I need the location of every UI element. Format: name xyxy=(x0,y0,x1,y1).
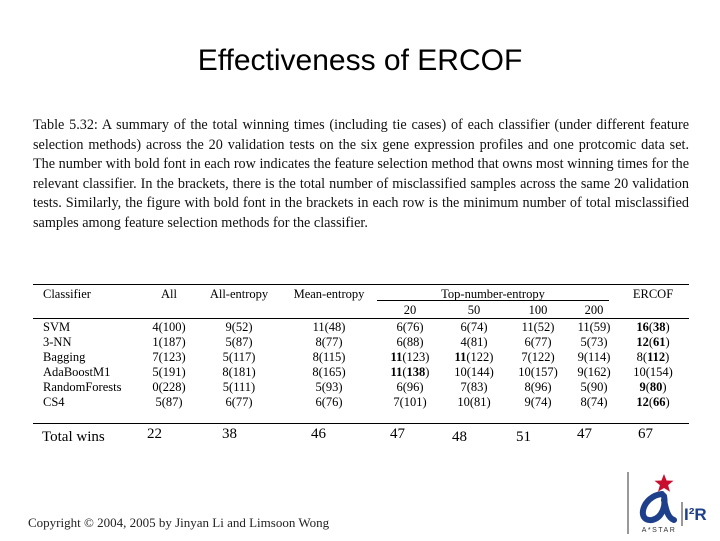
logo-wordmark: A*STAR xyxy=(641,527,677,534)
table-cell: 7(123) xyxy=(152,350,186,364)
slide-title: Effectiveness of ERCOF xyxy=(197,44,523,77)
table-cell: 9(114) xyxy=(577,350,611,364)
table-cell: 7(122) xyxy=(521,350,555,364)
header-all: All xyxy=(161,287,177,301)
header-all-entropy: All-entropy xyxy=(209,287,269,301)
table-cell: 5(93) xyxy=(315,380,343,394)
row-classifier-name: RandomForests xyxy=(43,380,122,394)
header-top-number-entropy: Top-number-entropy xyxy=(441,287,545,301)
table-cell: 5(111) xyxy=(222,380,256,394)
subheader-50: 50 xyxy=(467,303,481,317)
copyright-notice: Copyright © 2004, 2005 by Jinyan Li and Limsoon Wong xyxy=(28,515,330,530)
row-classifier-name: SVM xyxy=(43,320,71,334)
astar-i2r-logo xyxy=(622,470,718,536)
table-cell: 9(74) xyxy=(524,395,552,409)
table-cell: 11(48) xyxy=(312,320,346,334)
table-cell: 10(81) xyxy=(457,395,491,409)
table-cell: 7(83) xyxy=(460,380,488,394)
table-cell: 9(52) xyxy=(225,320,253,334)
table-cell: 6(77) xyxy=(225,395,253,409)
total-ercof: 67 xyxy=(638,426,653,442)
table-cell: 5(87) xyxy=(225,335,253,349)
total-wins-row xyxy=(0,426,720,448)
table-cell: 7(101) xyxy=(393,395,427,409)
header-mean-entropy: Mean-entropy xyxy=(293,287,365,301)
row-classifier-name: AdaBoostM1 xyxy=(43,365,111,379)
table-cell: 8(165) xyxy=(312,365,346,379)
subheader-20: 20 xyxy=(403,303,417,317)
table-cell: 8(96) xyxy=(524,380,552,394)
total-wins-label: Total wins xyxy=(42,429,105,445)
subheader-100: 100 xyxy=(528,303,548,317)
table-cell: 8(74) xyxy=(580,395,608,409)
table-cell: 11(123) xyxy=(390,350,430,364)
results-table xyxy=(33,284,689,424)
table-cell: 12(66) xyxy=(636,395,670,409)
table-cell: 6(74) xyxy=(460,320,488,334)
table-top-rule xyxy=(33,284,689,285)
table-caption: Table 5.32: A summary of the total winning times (including tie cases) of each classifier (under different feature selection methods) across the 20 validation tests on the six gene expression profiles and one protcomic data set. The number with bold font in each row indicates the feature selection method that owns most winning times for the relevant classifier. In the brackets, there is the total number of misclassified samples across the same 20 validation tests. Similarly, the figure with bold font in the brackets in each row is the minimum number of total misclassified samples among feature selection methods for the classifier. xyxy=(33,117,689,231)
table-cell: 4(100) xyxy=(152,320,186,334)
table-cell: 8(112) xyxy=(636,350,670,364)
row-classifier-name: 3-NN xyxy=(43,335,72,349)
table-cell: 5(117) xyxy=(222,350,256,364)
table-cell: 12(61) xyxy=(636,335,670,349)
total-top-200: 47 xyxy=(577,426,592,442)
header-ercof: ERCOF xyxy=(632,287,674,301)
table-cell: 9(80) xyxy=(639,380,667,394)
astar-logo-icon xyxy=(622,470,718,536)
table-cell: 5(90) xyxy=(580,380,608,394)
table-cell: 11(52) xyxy=(521,320,555,334)
table-cell: 11(138) xyxy=(390,365,430,379)
table-cell: 16(38) xyxy=(636,320,670,334)
row-classifier-name: Bagging xyxy=(43,350,86,364)
table-cell: 9(162) xyxy=(577,365,611,379)
header-classifier: Classifier xyxy=(43,287,91,301)
table-cell: 10(157) xyxy=(518,365,558,379)
table-cell: 6(76) xyxy=(315,395,343,409)
table-cell: 1(187) xyxy=(152,335,186,349)
table-cell: 5(191) xyxy=(152,365,186,379)
total-top-100: 51 xyxy=(516,429,531,445)
table-cell: 8(77) xyxy=(315,335,343,349)
table-cell: 5(87) xyxy=(155,395,183,409)
table-cell: 11(122) xyxy=(454,350,494,364)
subheader-200: 200 xyxy=(584,303,604,317)
total-mean-entropy: 46 xyxy=(311,426,326,442)
table-cell: 0(228) xyxy=(152,380,186,394)
total-top-50: 48 xyxy=(452,429,467,445)
total-top-20: 47 xyxy=(390,426,405,442)
table-cell: 8(181) xyxy=(222,365,256,379)
table-cell: 10(144) xyxy=(454,365,494,379)
total-all: 22 xyxy=(147,426,162,442)
table-cell: 6(96) xyxy=(396,380,424,394)
table-cell: 6(77) xyxy=(524,335,552,349)
table-cell: 10(154) xyxy=(633,365,673,379)
i2r-wordmark: I²R xyxy=(684,505,707,524)
table-bottom-rule xyxy=(33,423,689,424)
total-all-entropy: 38 xyxy=(222,426,237,442)
row-classifier-name: CS4 xyxy=(43,395,65,409)
table-cell: 5(73) xyxy=(580,335,608,349)
table-cell: 8(115) xyxy=(312,350,346,364)
table-cell: 4(81) xyxy=(460,335,488,349)
table-cell: 6(88) xyxy=(396,335,424,349)
table-cell: 6(76) xyxy=(396,320,424,334)
table-cell: 11(59) xyxy=(577,320,611,334)
table-header-rule xyxy=(33,318,689,319)
